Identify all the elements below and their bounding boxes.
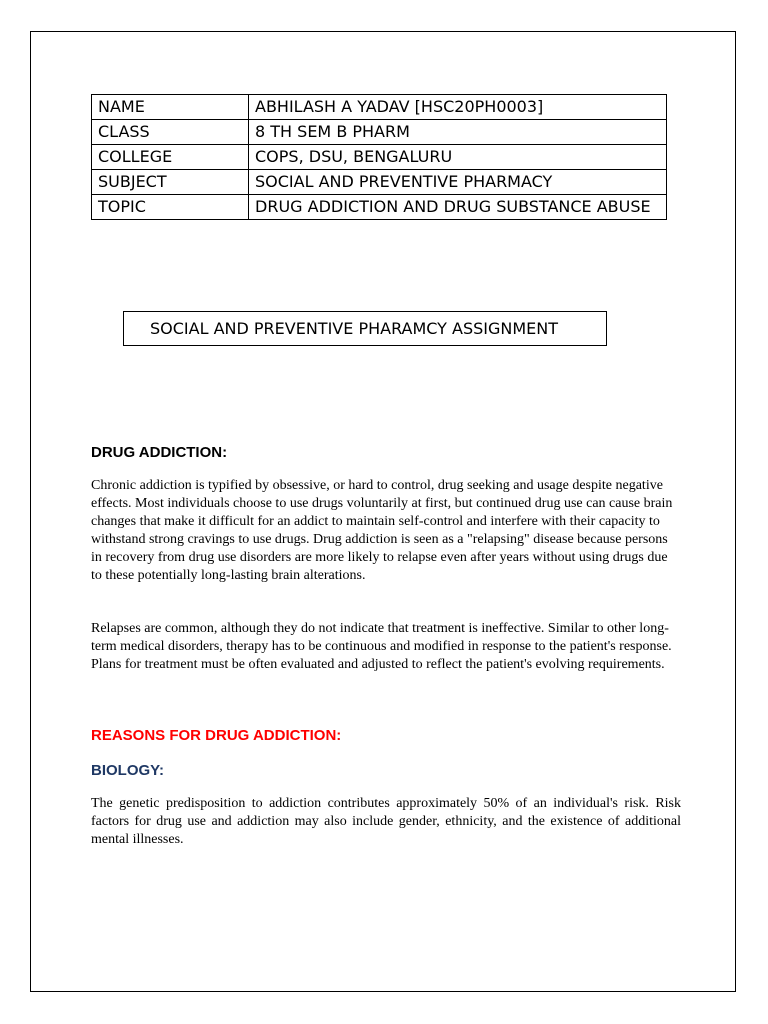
table-row — [92, 145, 667, 170]
table-row — [92, 95, 667, 120]
college-label: COLLEGE — [92, 145, 249, 170]
college-value: COPS, DSU, BENGALURU — [249, 145, 667, 170]
reasons-heading: REASONS FOR DRUG ADDICTION: — [91, 727, 342, 744]
table-row — [92, 195, 667, 220]
class-value: 8 TH SEM B PHARM — [249, 120, 667, 145]
topic-value: DRUG ADDICTION AND DRUG SUBSTANCE ABUSE — [249, 195, 667, 220]
name-label: NAME — [92, 95, 249, 120]
name-value: ABHILASH A YADAV [HSC20PH0003] — [249, 95, 667, 120]
student-info-table — [91, 94, 667, 220]
topic-label: TOPIC — [92, 195, 249, 220]
drug-addiction-heading: DRUG ADDICTION: — [91, 444, 228, 461]
class-label: CLASS — [92, 120, 249, 145]
subject-label: SUBJECT — [92, 170, 249, 195]
assignment-title-box: SOCIAL AND PREVENTIVE PHARAMCY ASSIGNMENT — [123, 311, 607, 346]
biology-paragraph: The genetic predisposition to addiction contributes approximately 50% of an individual's risk. Risk factors for drug use and addiction may also include gender, ethnicity, and the existence of additional mental illnesses. — [91, 796, 681, 847]
table-row — [92, 120, 667, 145]
drug-addiction-paragraph-2: Relapses are common, although they do not indicate that treatment is ineffective. Similar to other long-term medical disorders, therapy has to be continuous and modified in response to the patient's response. Plans for treatment must be often evaluated and adjusted to reflect the patient's evolving requirements. — [91, 621, 672, 672]
biology-heading: BIOLOGY: — [91, 762, 165, 779]
drug-addiction-paragraph-1: Chronic addiction is typified by obsessive, or hard to control, drug seeking and usage despite negative effects. Most individuals choose to use drugs voluntarily at first, but continued drug use can cause brain changes that make it difficult for an addict to maintain self-control and interfere with their capacity to withstand strong cravings to use drugs. Drug addiction is seen as a "relapsing" disease because persons in recovery from drug use disorders are more likely to relapse even after years without using drugs due to these potentially long-lasting brain alterations. — [91, 478, 673, 583]
table-row — [92, 170, 667, 195]
subject-value: SOCIAL AND PREVENTIVE PHARMACY — [249, 170, 667, 195]
